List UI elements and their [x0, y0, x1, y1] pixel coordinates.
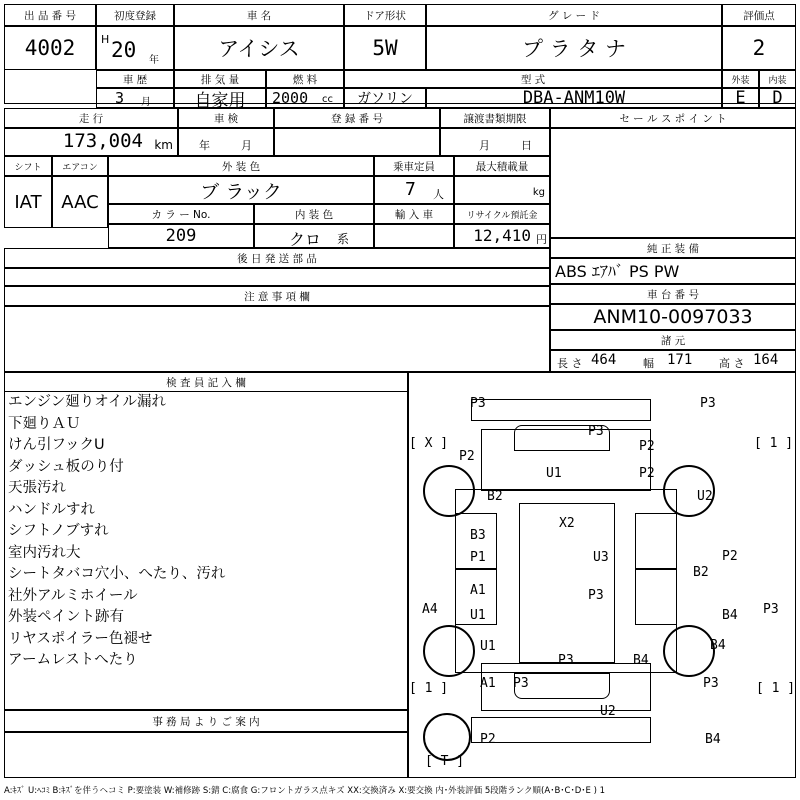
shaken-value — [178, 128, 274, 156]
legend-text: A:ｷｽﾞ U:ﾍｺﾐ B:ｷｽﾞを伴うヘコミ P:要塗装 W:補修跡 S:錆 C:腐食 G:フロントガラス点キズ XX:交換済み X:要交換 内･外装評価 5段階ランク順(A･B･C･D･E ) 1 — [4, 786, 605, 796]
reg-month: 3 — [115, 89, 125, 107]
mileage-unit: km — [154, 138, 173, 152]
later-parts-area — [4, 268, 550, 286]
displacement-unit: cc — [322, 94, 333, 105]
sales-point-label: セ ー ル ス ポ イ ン ト — [550, 108, 796, 128]
genuine-equip-value: ABS ｴｱﾊﾞ PS PW — [550, 258, 796, 284]
score-value: 2 — [722, 26, 796, 70]
damage-mark: U1 — [470, 608, 486, 623]
damage-mark: A1 — [480, 676, 496, 691]
seats-unit: 人 — [433, 188, 444, 201]
recycle-value — [454, 224, 550, 248]
mileage-label: 走 行 — [4, 108, 178, 128]
max-load-unit: kg — [532, 187, 545, 198]
recycle-unit: 円 — [536, 233, 547, 246]
door-shape-label: ドア形状 — [344, 4, 426, 26]
lot-no-value: 4002 — [4, 26, 96, 70]
aircon-label: エアコン — [52, 156, 108, 176]
diagram-wheel-front-left — [423, 465, 475, 517]
grade-label: グ レ ー ド — [426, 4, 722, 26]
door-shape-value: 5W — [344, 26, 426, 70]
displacement-number: 2000 — [272, 89, 309, 107]
damage-mark: U2 — [697, 489, 713, 504]
mileage-number: 173,004 — [62, 130, 143, 152]
shift-value: IAT — [4, 176, 52, 228]
list-item: 下廻りＡＵ — [8, 415, 81, 432]
list-item: 天張汚れ — [8, 480, 66, 496]
diagram-wheel-rear-right — [663, 625, 715, 677]
list-item: エンジン廻りオイル漏れ — [8, 394, 167, 410]
lot-no-label: 出 品 番 号 — [4, 4, 96, 26]
car-history-value: 自家用 — [174, 88, 266, 108]
diagram-front-section — [481, 429, 651, 491]
transfer-day: 日 — [521, 139, 532, 152]
diagram-right-front-door — [635, 513, 677, 569]
type-label: 型 式 — [344, 70, 722, 88]
damage-mark: U2 — [600, 704, 616, 719]
list-item: ハンドルすれ — [8, 501, 95, 518]
damage-mark: B4 — [633, 653, 649, 668]
int-color-text: クロ — [289, 230, 322, 249]
fuel-value: ガソリン — [344, 88, 426, 108]
aircon-value: AAC — [52, 176, 108, 228]
model-name-label: 車 名 — [174, 4, 344, 26]
shaken-label: 車 検 — [178, 108, 274, 128]
color-no-label: カ ラ ー No. — [108, 204, 254, 224]
transfer-month: 月 — [479, 139, 490, 152]
import-value — [374, 224, 454, 248]
damage-mark: [ X ] — [409, 436, 449, 451]
damage-mark: P2 — [480, 732, 496, 747]
model-name-value: アイシス — [174, 26, 344, 70]
damage-mark: P3 — [588, 588, 604, 603]
damage-mark: U1 — [546, 466, 562, 481]
damage-mark: B2 — [487, 489, 503, 504]
damage-mark: A4 — [422, 602, 438, 617]
reg-month-value — [96, 88, 174, 108]
damage-mark: A1 — [470, 583, 486, 598]
int-grade-value: D — [759, 88, 796, 108]
inspector-label: 検 査 員 記 入 欄 — [4, 372, 408, 392]
grade-value: プ ラ タ ナ — [426, 26, 722, 70]
damage-mark: P3 — [703, 676, 719, 691]
mileage-value — [4, 128, 178, 156]
shaken-month: 月 — [241, 139, 252, 152]
length-label: 長 さ — [557, 357, 583, 370]
list-item: リヤスポイラー色褪せ — [8, 630, 153, 647]
ext-grade-value: E — [722, 88, 759, 108]
color-no-value: 209 — [108, 224, 254, 248]
damage-mark: B4 — [705, 732, 721, 747]
first-reg-value — [96, 26, 174, 70]
seats-number: 7 — [405, 179, 416, 200]
recycle-label: リサイクル預託金 — [454, 204, 550, 224]
inspector-notes-list — [8, 392, 398, 672]
width-label: 幅 — [643, 357, 654, 370]
damage-mark: [ 1 ] — [409, 681, 449, 696]
height-label: 高 さ — [719, 357, 745, 370]
int-color-value — [254, 224, 374, 248]
later-parts-label: 後 日 発 送 部 品 — [4, 248, 550, 268]
score-label: 評価点 — [722, 4, 796, 26]
damage-mark: [ 1 ] — [756, 681, 796, 696]
genuine-equip-label: 純 正 装 備 — [550, 238, 796, 258]
int-grade-label: 内装 — [759, 70, 796, 88]
max-load-value — [454, 176, 550, 204]
diagram-wheel-rear-left — [423, 625, 475, 677]
damage-mark: U3 — [593, 550, 609, 565]
diagram-right-rear-door — [635, 569, 677, 625]
damage-mark: B4 — [710, 638, 726, 653]
damage-mark: P2 — [639, 466, 655, 481]
car-history-label: 車 歴 — [96, 70, 174, 88]
sales-point-area — [550, 128, 796, 238]
damage-mark: P2 — [722, 549, 738, 564]
damage-mark: B4 — [722, 608, 738, 623]
ext-color-value: ブ ラック — [108, 176, 374, 204]
max-load-label: 最大積載量 — [454, 156, 550, 176]
damage-mark: X2 — [559, 516, 575, 531]
list-item: 室内汚れ大 — [8, 544, 81, 561]
width-value: 171 — [667, 352, 693, 368]
office-notice-area — [4, 732, 408, 778]
damage-mark: P3 — [470, 396, 486, 411]
list-item: アームレストへたり — [8, 652, 138, 668]
int-color-suffix: 系 — [337, 232, 350, 246]
damage-mark: B2 — [693, 565, 709, 580]
damage-mark: B3 — [470, 528, 486, 543]
reg-year-unit: 年 — [149, 55, 159, 66]
ext-grade-label: 外装 — [722, 70, 759, 88]
diagram-rear-bumper — [471, 717, 651, 743]
list-item: シフトノブすれ — [8, 523, 109, 539]
damage-mark: [ T ] — [425, 754, 465, 769]
list-item: シートタバコ穴小、へたり、汚れ — [8, 566, 226, 582]
reg-era: H — [101, 33, 110, 46]
reg-month-unit: 月 — [141, 97, 151, 108]
office-notice-label: 事 務 局 よ り ご 案 内 — [4, 710, 408, 732]
transfer-deadline-label: 譲渡書類期限 — [440, 108, 550, 128]
seats-label: 乗車定員 — [374, 156, 454, 176]
chassis-no-value: ANM10-0097033 — [550, 304, 796, 330]
damage-mark: P2 — [459, 449, 475, 464]
recycle-number: 12,410 — [473, 226, 531, 245]
dimensions-values — [550, 350, 796, 372]
damage-mark: P2 — [639, 439, 655, 454]
damage-mark: P1 — [470, 550, 486, 565]
diagram-front-bumper — [471, 399, 651, 421]
ext-color-label: 外 装 色 — [108, 156, 374, 176]
list-item: けん引フックU — [8, 437, 105, 453]
dimensions-label: 諸 元 — [550, 330, 796, 350]
chassis-no-label: 車 台 番 号 — [550, 284, 796, 304]
fuel-label: 燃 料 — [266, 70, 344, 88]
seats-value — [374, 176, 454, 204]
damage-mark: U1 — [480, 639, 496, 654]
displacement-label: 排 気 量 — [174, 70, 266, 88]
damage-mark: P3 — [513, 676, 529, 691]
import-label: 輸 入 車 — [374, 204, 454, 224]
list-item: ダッシュ板のり付 — [8, 458, 124, 475]
list-item: 外装ペイント跡有 — [8, 609, 124, 625]
shaken-year: 年 — [199, 139, 210, 152]
damage-mark: [ 1 ] — [754, 436, 794, 451]
first-reg-label: 初度登録 — [96, 4, 174, 26]
shift-label: シフト — [4, 156, 52, 176]
height-value: 164 — [753, 352, 779, 368]
int-color-label: 内 装 色 — [254, 204, 374, 224]
damage-mark: P3 — [558, 653, 574, 668]
notes-area — [4, 306, 550, 372]
damage-mark: P3 — [763, 602, 779, 617]
damage-mark: P3 — [700, 396, 716, 411]
damage-mark: P3 — [588, 424, 604, 439]
notes-label: 注 意 事 項 欄 — [4, 286, 550, 306]
reg-year: 20 — [111, 38, 137, 62]
reg-no-label: 登 録 番 号 — [274, 108, 440, 128]
type-value: DBA-ANM10W — [426, 88, 722, 108]
length-value: 464 — [591, 352, 617, 368]
list-item: 社外アルミホイール — [8, 587, 138, 604]
displacement-value — [266, 88, 344, 108]
reg-no-value — [274, 128, 440, 156]
transfer-deadline-value — [440, 128, 550, 156]
